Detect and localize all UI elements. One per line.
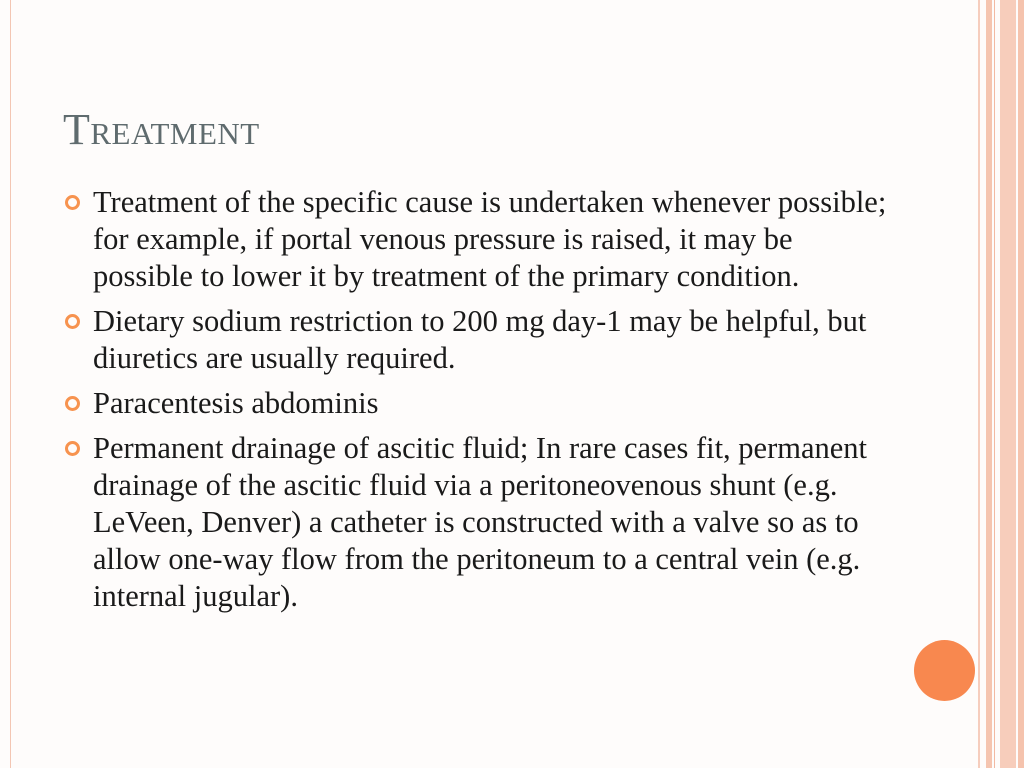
bullet-text: Permanent drainage of ascitic fluid; In rare cases fit, permanent drainage of the ascitic fluid via a peritoneovenous shunt (e.g. LeVeen, Denver) a catheter is constructed with a valve so as to allow one-way flow from the peritoneum to a central vein (e.g. internal jugular).: [93, 431, 868, 613]
slide-title: Treatment: [63, 105, 260, 154]
right-stripe: [1000, 0, 1016, 768]
bullet-ring-icon: [65, 195, 80, 210]
bullet-item: [64, 184, 894, 295]
bullet-ring-icon: [65, 396, 80, 411]
right-stripe: [994, 0, 995, 768]
bullet-item: [64, 303, 894, 377]
left-frame-line: [10, 0, 11, 768]
bullet-ring-icon: [65, 314, 80, 329]
bullet-text: Paracentesis abdominis: [93, 386, 379, 420]
right-stripe: [978, 0, 980, 768]
bullet-item: [64, 385, 894, 422]
right-stripe: [1018, 0, 1024, 768]
decorative-orange-circle: [914, 640, 975, 701]
bullet-ring-icon: [65, 441, 80, 456]
bullet-text: Treatment of the specific cause is undertaken whenever possible; for example, if portal venous pressure is raised, it may be possible to lower it by treatment of the primary condition.: [93, 185, 887, 293]
right-stripe: [986, 0, 992, 768]
bullet-list: [64, 184, 894, 623]
bullet-text: Dietary sodium restriction to 200 mg day-1 may be helpful, but diuretics are usually required.: [93, 304, 867, 375]
bullet-item: [64, 430, 894, 615]
